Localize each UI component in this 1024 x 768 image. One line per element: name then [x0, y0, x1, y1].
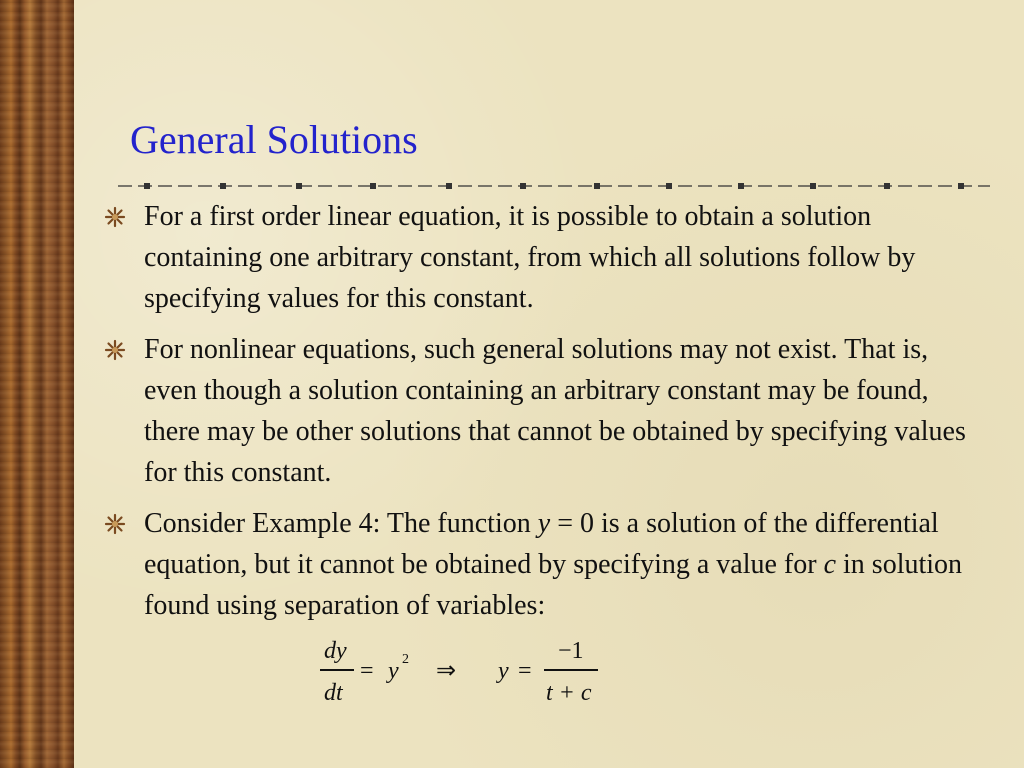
decorative-divider — [118, 176, 990, 196]
bullet-text-part: = 0 is a solution of the differential equation, but it cannot be obtained by specifying a value for — [144, 508, 939, 580]
star-bullet-icon — [104, 513, 126, 535]
bullet-item — [104, 329, 984, 493]
bullet-text-part: Consider Example 4: The function — [144, 508, 538, 539]
solution-numerator: −1 — [558, 638, 584, 664]
bullet-text: For nonlinear equations, such general solutions may not exist. That is, even though a solution containing an arbitrary constant may be found, there may be other solutions that cannot be obtained by specifying values for this constant. — [144, 334, 966, 488]
variable-c: c — [823, 549, 837, 580]
lhs-numerator: dy — [324, 638, 347, 664]
rhs-base: y — [388, 658, 399, 684]
bullet-item — [104, 196, 984, 319]
implies-symbol: ⇒ — [436, 658, 457, 684]
bullet-text: For a first order linear equation, it is possible to obtain a solution containing one arbitrary constant, from which all solutions follow by specifying values for this constant. — [144, 201, 916, 314]
decorative-left-bar — [0, 0, 74, 768]
equals-sign: = — [518, 658, 532, 684]
star-bullet-icon — [104, 206, 126, 228]
rhs-exponent: 2 — [402, 652, 409, 667]
slide-title: General Solutions — [130, 117, 418, 162]
bullet-list — [104, 196, 984, 636]
bullet-text-part: in solution found using separation of variables: — [144, 549, 963, 621]
equation — [318, 634, 618, 714]
solution-fraction-bar — [544, 669, 598, 671]
lhs-fraction-bar — [320, 669, 354, 671]
lhs-denominator: dt — [324, 680, 343, 706]
equals-sign: = — [360, 658, 374, 684]
solution-variable: y — [498, 658, 509, 684]
variable-y: y — [537, 508, 551, 539]
bullet-item — [104, 503, 984, 626]
solution-denominator: t + c — [546, 680, 592, 706]
star-bullet-icon — [104, 339, 126, 361]
